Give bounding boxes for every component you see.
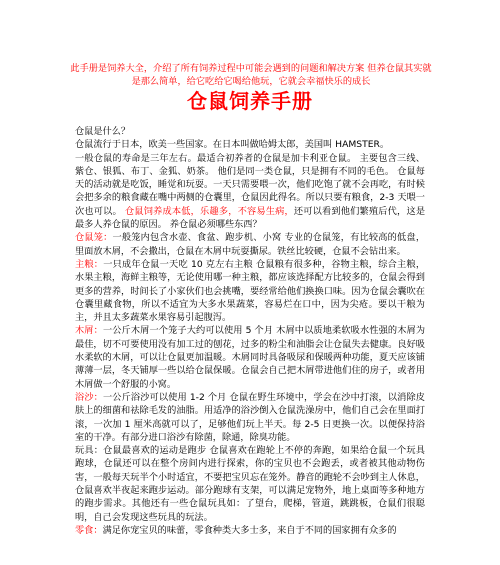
highlight-span: 仓鼠饲养成本低，乐趣多，不容易生病， bbox=[125, 205, 294, 217]
section-label: 主粮： bbox=[75, 258, 104, 270]
text-span: 一公斤木屑一个笼子大约可以使用 5 个月 木屑中以质地柔软吸水性强的木屑为最佳，切不可要使用没有加工过的刨花，过多的粉尘和油脂会让仓鼠失去健康。良好吸水柔软的木屑，可以让仓鼠更加温暖。木屑同时具备吸尿和保暖两种功能，夏天应该铺薄薄一层，冬天铺厚一些以给仓鼠保暖。仓鼠会自己把木屑带进他们住的房子，或者用木屑做一个舒服的小窝。 bbox=[75, 325, 426, 390]
paragraph-toys bbox=[75, 444, 425, 524]
intro-note: 此手册是饲养大全，介绍了所有饲养过程中可能会遇到的问题和解决方案 但养仓鼠其实就是那么简单，给它吃给它喝给他玩，它就会幸福快乐的成长 bbox=[70, 63, 432, 87]
text-span: 一般仓鼠的寿命是三年左右。最适合初养者的仓鼠是加卡利亚仓鼠。 主要包含三线、紫仓、银狐、布丁、金狐、奶茶。 他们是同一类仓鼠，只是拥有不同的毛色。 仓鼠每天的活动就是吃饭，睡觉和玩耍。一天只需要喂一次，他们吃饱了就不会再吃，有时候会把多余的粮食藏在嘴中两侧的仓囊里，仓鼠因此得名。所以只要有粮食，2-3 天喂一次也可以。 bbox=[75, 152, 425, 217]
text-span: 还可以看到他们繁殖后代，这是最多人养仓鼠的原因。 养仓鼠必须哪些东西？ bbox=[75, 205, 426, 231]
section-label: 浴沙： bbox=[75, 391, 103, 403]
paragraph-origin bbox=[75, 138, 425, 151]
paragraph-staple-food bbox=[75, 258, 425, 324]
text-span: 一只成年仓鼠一天吃 10 克左右主粮 仓鼠粮有很多种，谷物主粮，综合主粮，水果主粮，海鲜主粮等，无论使用哪一种主粮，都应该选择配方比较多的，仓鼠会得到更多的营养，时间长了小家伙们也会挑嘴，要经常给他们换换口味。因为仓鼠会囊吹在仓囊里藏食物，所以不适宜为大多水果蔬菜，容易烂在口中，因为尖疮。要以干粮为主，并且太多蔬菜水果容易引起腹泻。 bbox=[75, 258, 426, 324]
text-span: 仓鼠是什么？ bbox=[75, 126, 131, 137]
paragraph-snacks bbox=[75, 524, 425, 537]
paragraph-what-is-hamster bbox=[75, 125, 425, 138]
section-label: 仓鼠笼： bbox=[75, 232, 113, 244]
paragraph-bath-sand bbox=[75, 391, 425, 444]
section-label: 木屑： bbox=[75, 325, 103, 337]
text-span: 一般笼内包含水壶、食盆、跑步机、小窝 专业的仓鼠笼，有比较高的低盘，里面放木屑，不会撒出，仓鼠在木屑中玩耍撕尿。铁丝比较硬，仓鼠不会钻出来。 bbox=[75, 232, 426, 257]
text-span: 一公斤浴沙可以使用 1-2 个月 仓鼠在野生环境中，学会在沙中打滚，以消除皮肤上的细菌和祛除毛发的油脂。用适净的浴沙倒入仓鼠洗澡房中，他们自己会在里面打滚，一次加 1 厘米高就可以了，足够他们玩上半天。每 2-5 日更换一次。以便保持浴室的干净。有部分进口浴沙有除菌，除通，除臭功能。 bbox=[75, 391, 425, 443]
page-title: 仓鼠饲养手册 bbox=[187, 89, 313, 113]
paragraph-wood-shavings bbox=[75, 324, 425, 390]
text-span: 仓鼠流行于日本，欧美一些国家。在日本叫做哈姆太郎，美国叫 HAMSTER。 bbox=[75, 139, 390, 151]
document-body bbox=[75, 125, 425, 537]
section-label: 零食： bbox=[75, 524, 103, 536]
paragraph-cage bbox=[75, 231, 425, 258]
text-span: 玩具：仓鼠最喜欢的运动是跑步 仓鼠喜欢在跑轮上不停的奔跑，如果给仓鼠一个玩具跑球，仓鼠还可以在整个房间内进行探索，你的宝贝也不会跑丢，或者被其他动物伤害，一般每天玩半个小时适宜，不要把宝贝忘在笼外。静音的跑轮不会吵到主人休息，仓鼠喜欢半夜起来跑步运动。部分跑球有支架，可以满足宠物外，地上桌面等多种地方的跑步需求。其他还有一些仓鼠玩具如：了望台，爬梯，管道，跳跳板，仓鼠们很聪明，自己会发现这些玩具的玩法。 bbox=[75, 445, 425, 523]
text-span: 满足你宠宝贝的味蕾，零食种类大多士多，来自于不同的国家拥有众多的 bbox=[102, 524, 397, 536]
paragraph-lifespan bbox=[75, 152, 425, 232]
